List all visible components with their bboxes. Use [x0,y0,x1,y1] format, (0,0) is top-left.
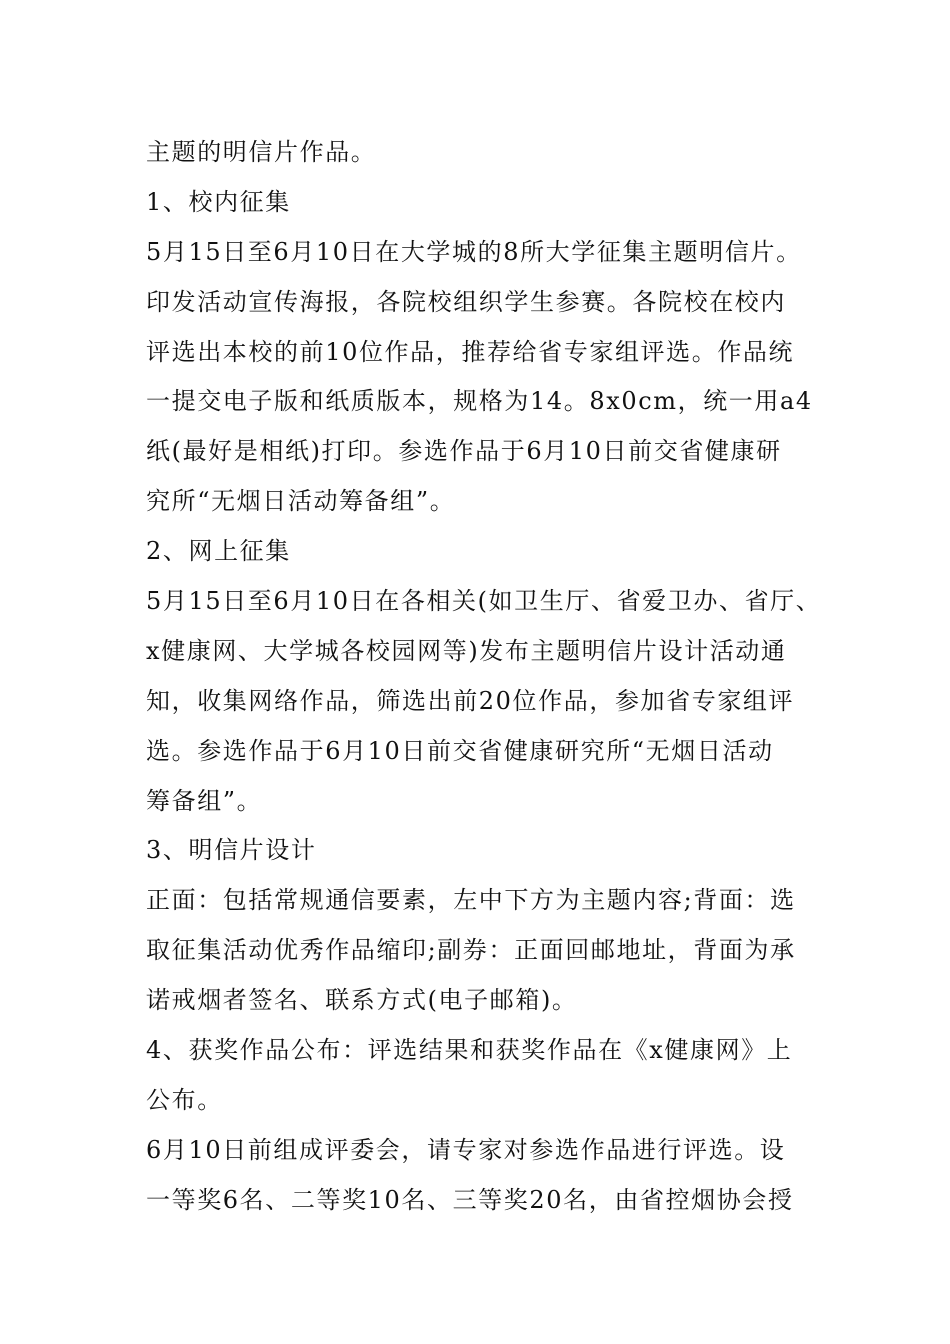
text-line: 选。参选作品于6月10日前交省健康研究所“无烟日活动 [146,736,774,765]
text-line: 一等奖6名、二等奖10名、三等奖20名，由省控烟协会授 [146,1185,794,1214]
text-line: 究所“无烟日活动筹备组”。 [146,487,456,516]
text-line: 印发活动宣传海报，各院校组织学生参赛。各院校在校内 [146,287,786,316]
text-line: 取征集活动优秀作品缩印;副券：正面回邮地址，背面为承 [146,936,796,965]
section-heading: 2、网上征集 [146,537,291,566]
text-line: 纸(最好是相纸)打印。参选作品于6月10日前交省健康研 [146,437,782,466]
text-line: 5月15日至6月10日在大学城的8所大学征集主题明信片。 [146,237,802,266]
text-line: 一提交电子版和纸质版本，规格为14。8x0cm，统一用a4 [146,387,813,416]
text-line: 诺戒烟者签名、联系方式(电子邮箱)。 [146,986,578,1015]
text-line: 6月10日前组成评委会，请专家对参选作品进行评选。设 [146,1135,786,1164]
text-line: 5月15日至6月10日在各相关(如卫生厅、省爱卫办、省厅、 [146,587,822,616]
text-line: 知，收集网络作品，筛选出前20位作品，参加省专家组评 [146,686,795,715]
text-line: 正面：包括常规通信要素，左中下方为主题内容;背面：选 [146,886,796,915]
section-heading: 4、获奖作品公布：评选结果和获奖作品在《x健康网》上 [146,1036,793,1065]
text-line: x健康网、大学城各校园网等)发布主题明信片设计活动通 [146,636,787,665]
section-heading: 1、校内征集 [146,187,291,216]
text-line: 公布。 [146,1085,223,1114]
text-line: 评选出本校的前10位作品，推荐给省专家组评选。作品统 [146,337,795,366]
section-heading: 3、明信片设计 [146,836,317,865]
text-line: 筹备组”。 [146,786,263,815]
text-line: 主题的明信片作品。 [146,138,377,166]
document-body [146,128,822,1226]
